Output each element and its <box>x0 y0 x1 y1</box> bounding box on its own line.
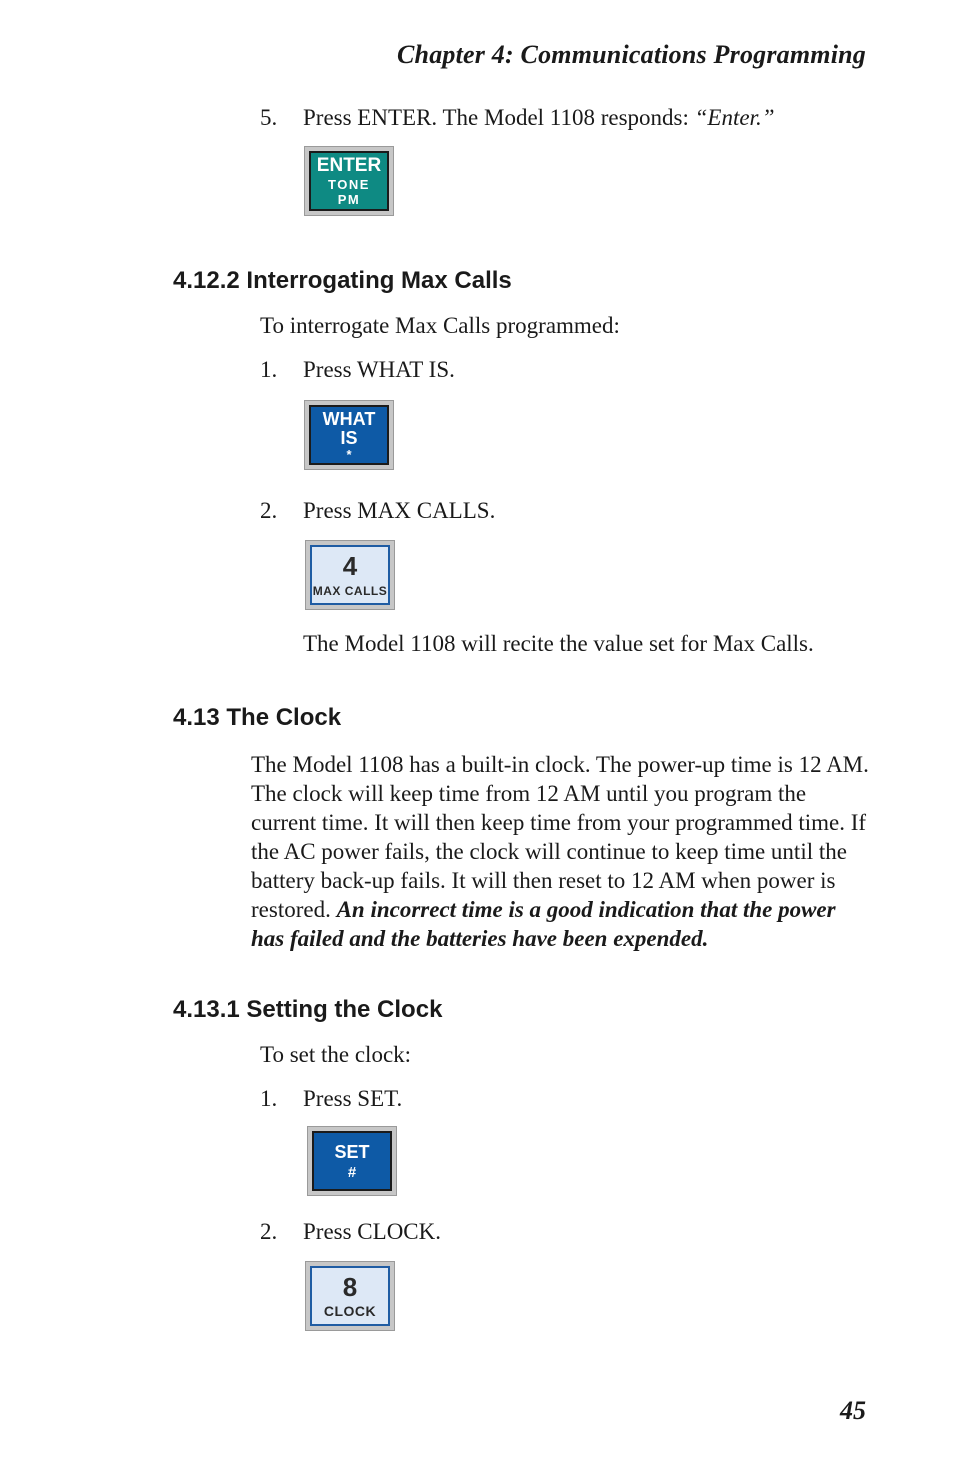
step-number: 2. <box>260 498 278 523</box>
max-calls-key-digit: 4 <box>342 551 358 581</box>
what-is-key <box>304 400 394 470</box>
step-press-max-calls <box>260 498 660 528</box>
set-key-label: SET <box>334 1141 370 1162</box>
step-press-clock <box>260 1219 660 1249</box>
step-text: Press MAX CALLS. <box>303 498 496 523</box>
max-calls-key <box>305 540 395 610</box>
enter-key <box>304 146 394 216</box>
intro-set-clock: To set the clock: <box>260 1042 412 1067</box>
step-text: Press CLOCK. <box>303 1219 442 1244</box>
set-key <box>307 1126 397 1196</box>
set-key-face <box>312 1131 392 1191</box>
step-number: 1. <box>260 1086 278 1111</box>
clock-key-face <box>310 1266 390 1326</box>
step-number: 1. <box>260 357 278 382</box>
what-is-key-label-line2: IS <box>340 427 358 448</box>
clock-description-text: The Model 1108 has a built-in clock. The power-up time is 12 AM. The clock will keep time from 12 AM until you program the current time. It will then keep time from your programmed time. If the AC power fails, the clock will continue to keep time until the battery back-up fails. It will then reset to 12 AM when power is restored. <box>251 752 869 922</box>
page-number: 45 <box>840 1396 866 1425</box>
step-text: Press SET. <box>303 1086 403 1111</box>
running-header: Chapter 4: Communications Programming <box>397 40 866 69</box>
section-heading-4-13: 4.13 The Clock <box>173 704 342 731</box>
step-number: 2. <box>260 1219 278 1244</box>
step-number: 5. <box>260 105 278 130</box>
max-calls-key-label: MAX CALLS <box>312 584 388 598</box>
step-press-enter <box>260 105 900 135</box>
clock-warning-emphasis: An incorrect time is a good indication that the power has failed and the batteries have been expended. <box>251 897 836 951</box>
section-heading-4-13-1: 4.13.1 Setting the Clock <box>173 996 443 1023</box>
enter-key-label: ENTER <box>316 155 382 176</box>
what-is-key-face <box>309 405 389 465</box>
section-heading-4-12-2: 4.12.2 Interrogating Max Calls <box>173 267 512 294</box>
step-text-main: Press ENTER. The Model 1108 responds: <box>303 105 695 130</box>
max-calls-key-face <box>310 545 390 605</box>
hash-icon: # <box>347 1163 357 1181</box>
enter-key-sublabel-tone: TONE <box>328 177 370 192</box>
clock-key <box>305 1261 395 1331</box>
max-calls-result-text: The Model 1108 will recite the value set for Max Calls. <box>303 631 814 656</box>
step-press-set <box>260 1086 660 1116</box>
step-press-what-is <box>260 357 660 387</box>
clock-key-label: CLOCK <box>323 1303 377 1319</box>
enter-key-sublabel-pm: PM <box>337 192 361 207</box>
clock-key-digit: 8 <box>342 1272 358 1302</box>
enter-key-face <box>309 151 389 211</box>
response-quote: “Enter.” <box>694 105 775 130</box>
step-text <box>303 105 775 131</box>
clock-description-paragraph <box>251 750 874 953</box>
step-text: Press WHAT IS. <box>303 357 455 382</box>
asterisk-icon: * <box>346 446 352 462</box>
intro-interrogate: To interrogate Max Calls programmed: <box>260 313 620 338</box>
what-is-key-label-line1: WHAT <box>322 408 376 429</box>
